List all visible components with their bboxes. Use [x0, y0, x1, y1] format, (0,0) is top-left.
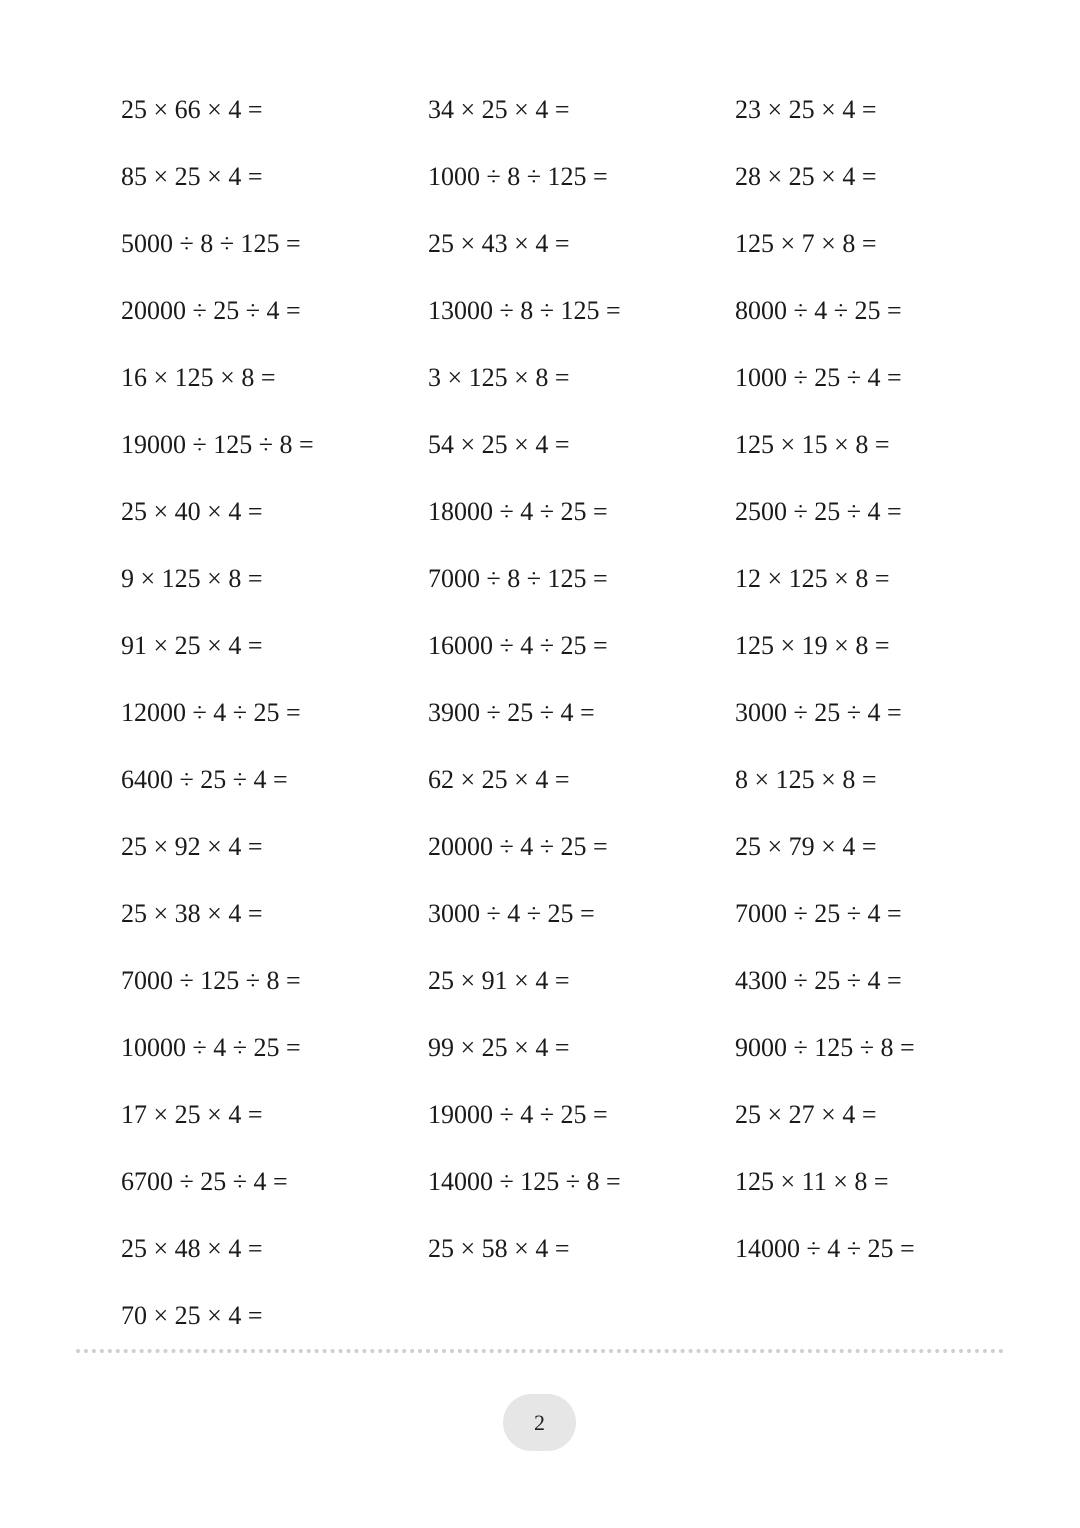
problem-item: 9000 ÷ 125 ÷ 8 = — [735, 1033, 915, 1062]
problem-item: 91 × 25 × 4 = — [121, 631, 263, 660]
problem-item: 125 × 15 × 8 = — [735, 430, 890, 459]
problem-item: 16000 ÷ 4 ÷ 25 = — [428, 631, 608, 660]
problem-item: 7000 ÷ 125 ÷ 8 = — [121, 966, 301, 995]
page-number: 2 — [534, 1409, 545, 1435]
problem-item: 99 × 25 × 4 = — [428, 1033, 570, 1062]
problem-item: 12000 ÷ 4 ÷ 25 = — [121, 698, 301, 727]
problem-item: 17 × 25 × 4 = — [121, 1100, 263, 1129]
problem-item: 1000 ÷ 8 ÷ 125 = — [428, 162, 608, 191]
problem-item: 6700 ÷ 25 ÷ 4 = — [121, 1167, 288, 1196]
problem-item: 12 × 125 × 8 = — [735, 564, 890, 593]
problem-item: 125 × 19 × 8 = — [735, 631, 890, 660]
problem-item: 14000 ÷ 4 ÷ 25 = — [735, 1234, 915, 1263]
problem-item: 34 × 25 × 4 = — [428, 95, 570, 124]
problem-item: 3900 ÷ 25 ÷ 4 = — [428, 698, 595, 727]
problem-item: 5000 ÷ 8 ÷ 125 = — [121, 229, 301, 258]
problem-item: 54 × 25 × 4 = — [428, 430, 570, 459]
problem-item: 18000 ÷ 4 ÷ 25 = — [428, 497, 608, 526]
problem-item: 16 × 125 × 8 = — [121, 363, 276, 392]
problem-item: 14000 ÷ 125 ÷ 8 = — [428, 1167, 621, 1196]
problem-item: 20000 ÷ 4 ÷ 25 = — [428, 832, 608, 861]
problem-item: 70 × 25 × 4 = — [121, 1301, 263, 1330]
problem-item: 7000 ÷ 25 ÷ 4 = — [735, 899, 902, 928]
problem-item: 10000 ÷ 4 ÷ 25 = — [121, 1033, 301, 1062]
problem-item: 1000 ÷ 25 ÷ 4 = — [735, 363, 902, 392]
problem-item: 125 × 7 × 8 = — [735, 229, 877, 258]
problem-item: 25 × 43 × 4 = — [428, 229, 570, 258]
problem-item: 2500 ÷ 25 ÷ 4 = — [735, 497, 902, 526]
problem-item: 4300 ÷ 25 ÷ 4 = — [735, 966, 902, 995]
problem-item: 25 × 79 × 4 = — [735, 832, 877, 861]
problem-item: 125 × 11 × 8 = — [735, 1167, 889, 1196]
problem-item: 19000 ÷ 4 ÷ 25 = — [428, 1100, 608, 1129]
problem-item: 6400 ÷ 25 ÷ 4 = — [121, 765, 288, 794]
problem-item: 85 × 25 × 4 = — [121, 162, 263, 191]
problem-item: 25 × 66 × 4 = — [121, 95, 263, 124]
problem-item: 23 × 25 × 4 = — [735, 95, 877, 124]
problem-grid — [121, 76, 1001, 1349]
problem-item: 19000 ÷ 125 ÷ 8 = — [121, 430, 314, 459]
problem-item: 3000 ÷ 4 ÷ 25 = — [428, 899, 595, 928]
problem-item: 8 × 125 × 8 = — [735, 765, 877, 794]
problem-item: 25 × 40 × 4 = — [121, 497, 263, 526]
problem-item: 28 × 25 × 4 = — [735, 162, 877, 191]
problem-item: 8000 ÷ 4 ÷ 25 = — [735, 296, 902, 325]
problem-item: 25 × 27 × 4 = — [735, 1100, 877, 1129]
problem-item: 62 × 25 × 4 = — [428, 765, 570, 794]
page-number-badge — [503, 1394, 576, 1451]
dotted-divider — [76, 1349, 1004, 1353]
problem-item: 13000 ÷ 8 ÷ 125 = — [428, 296, 621, 325]
problem-item: 25 × 91 × 4 = — [428, 966, 570, 995]
problem-item: 3 × 125 × 8 = — [428, 363, 570, 392]
problem-item: 25 × 92 × 4 = — [121, 832, 263, 861]
problem-item: 25 × 48 × 4 = — [121, 1234, 263, 1263]
problem-item: 25 × 38 × 4 = — [121, 899, 263, 928]
problem-item: 7000 ÷ 8 ÷ 125 = — [428, 564, 608, 593]
problem-item: 3000 ÷ 25 ÷ 4 = — [735, 698, 902, 727]
problem-item: 20000 ÷ 25 ÷ 4 = — [121, 296, 301, 325]
problem-item: 25 × 58 × 4 = — [428, 1234, 570, 1263]
problem-item: 9 × 125 × 8 = — [121, 564, 263, 593]
